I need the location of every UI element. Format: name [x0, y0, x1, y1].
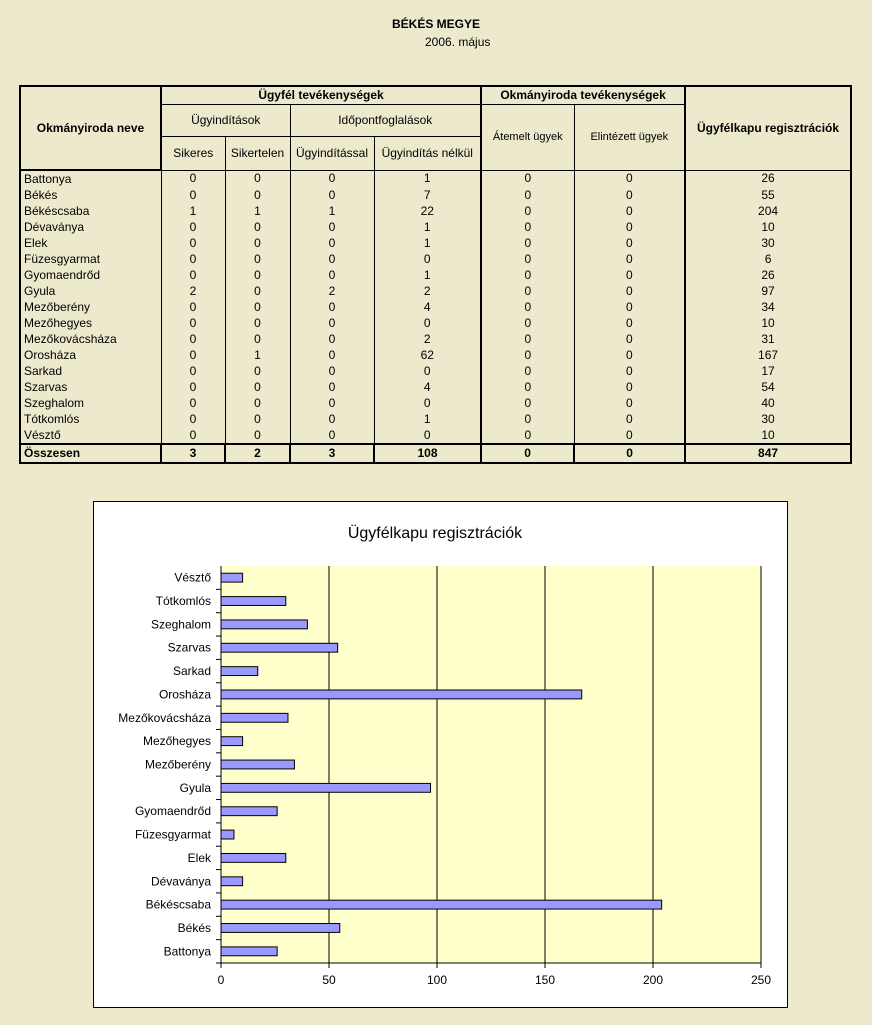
table-cell: 0: [225, 315, 290, 331]
table-row: [20, 283, 851, 299]
table-cell: 0: [290, 411, 374, 427]
table-cell: 0: [574, 203, 685, 219]
table-cell: 0: [225, 219, 290, 235]
table-cell: 0: [290, 170, 374, 187]
x-tick-label: 100: [426, 973, 448, 987]
table-cell: 26: [685, 170, 851, 187]
bar: [221, 853, 286, 862]
x-tick-label: 50: [322, 973, 336, 987]
table-cell: 0: [225, 363, 290, 379]
table-cell: 10: [685, 315, 851, 331]
header-atemelt: Átemelt ügyek: [481, 104, 574, 170]
table-cell: 0: [481, 427, 574, 444]
header-sikertelen: Sikertelen: [225, 136, 290, 170]
table-cell: 0: [574, 187, 685, 203]
table-cell: 0: [225, 411, 290, 427]
table-row: [20, 203, 851, 219]
y-tick-label: Gyomaendrőd: [134, 804, 211, 819]
table-cell: 97: [685, 283, 851, 299]
y-tick-label: Mezőberény: [144, 757, 211, 772]
page-subtitle: 2006. május: [425, 35, 491, 49]
table-cell: 54: [685, 379, 851, 395]
table-cell: 0: [161, 219, 225, 235]
office-name-cell: Battonya: [20, 170, 161, 187]
table-cell: 62: [374, 347, 481, 363]
bar: [221, 924, 340, 933]
office-name-cell: Mezőhegyes: [20, 315, 161, 331]
table-cell: 34: [685, 299, 851, 315]
table-cell: 0: [481, 347, 574, 363]
table-cell: 0: [290, 235, 374, 251]
office-name-cell: Orosháza: [20, 347, 161, 363]
table-cell: 1: [225, 347, 290, 363]
office-name-cell: Szarvas: [20, 379, 161, 395]
table-cell: 0: [574, 379, 685, 395]
y-tick-label: Szarvas: [167, 640, 211, 655]
table-cell: 0: [374, 427, 481, 444]
table-cell: 0: [225, 187, 290, 203]
table-cell: 0: [481, 170, 574, 187]
statistics-table: [19, 85, 852, 464]
bar: [221, 947, 277, 956]
table-cell: 55: [685, 187, 851, 203]
table-cell: 0: [481, 219, 574, 235]
table-cell: 0: [290, 219, 374, 235]
table-cell: 0: [290, 331, 374, 347]
table-cell: 1: [290, 203, 374, 219]
y-tick-label: Füzesgyarmat: [134, 827, 211, 842]
table-cell: 0: [481, 411, 574, 427]
table-cell: 22: [374, 203, 481, 219]
table-cell: 0: [481, 203, 574, 219]
table-cell: 0: [225, 235, 290, 251]
bar: [221, 760, 294, 769]
table-cell: 1: [374, 235, 481, 251]
table-cell: 6: [685, 251, 851, 267]
table-cell: 30: [685, 411, 851, 427]
table-row: [20, 347, 851, 363]
office-name-cell: Békés: [20, 187, 161, 203]
table-cell: 0: [574, 299, 685, 315]
y-tick-label: Battonya: [163, 944, 211, 959]
table-cell: 0: [574, 395, 685, 411]
table-cell: 0: [161, 251, 225, 267]
total-cell: 0: [574, 444, 685, 463]
table-cell: 0: [574, 427, 685, 444]
table-cell: 0: [161, 235, 225, 251]
table-cell: 0: [225, 331, 290, 347]
table-cell: 0: [225, 170, 290, 187]
table-cell: 26: [685, 267, 851, 283]
table-cell: 0: [574, 315, 685, 331]
table-cell: 0: [161, 315, 225, 331]
table-cell: 0: [374, 251, 481, 267]
table-cell: 0: [161, 347, 225, 363]
header-ugyinditas-nelkul: Ügyindítás nélkül: [374, 136, 481, 170]
table-cell: 0: [225, 299, 290, 315]
table-cell: 0: [225, 283, 290, 299]
table-cell: 1: [374, 170, 481, 187]
table-cell: 0: [161, 427, 225, 444]
table-cell: 0: [161, 395, 225, 411]
office-name-cell: Szeghalom: [20, 395, 161, 411]
table-cell: 0: [161, 187, 225, 203]
table-cell: 0: [161, 379, 225, 395]
office-name-cell: Elek: [20, 235, 161, 251]
office-name-cell: Gyomaendrőd: [20, 267, 161, 283]
table-cell: 2: [290, 283, 374, 299]
office-name-cell: Békéscsaba: [20, 203, 161, 219]
y-tick-label: Dévaványa: [150, 874, 211, 889]
office-name-cell: Tótkomlós: [20, 411, 161, 427]
bar: [221, 807, 277, 816]
office-name-cell: Gyula: [20, 283, 161, 299]
table-cell: 0: [574, 267, 685, 283]
table-cell: 31: [685, 331, 851, 347]
total-row: [20, 444, 851, 463]
table-cell: 4: [374, 299, 481, 315]
total-cell: 3: [161, 444, 225, 463]
table-cell: 0: [574, 347, 685, 363]
table-cell: 17: [685, 363, 851, 379]
y-tick-label: Szeghalom: [150, 617, 211, 632]
y-tick-label: Mezőkovácsháza: [118, 710, 211, 725]
y-tick-label: Elek: [187, 850, 211, 865]
x-tick-label: 200: [642, 973, 664, 987]
table-row: [20, 170, 851, 187]
total-cell: 847: [685, 444, 851, 463]
table-cell: 30: [685, 235, 851, 251]
table-cell: 0: [481, 363, 574, 379]
x-tick-label: 150: [534, 973, 556, 987]
table-cell: 2: [161, 283, 225, 299]
header-office-name: Okmányiroda neve: [20, 86, 161, 170]
table-cell: 0: [290, 395, 374, 411]
office-name-cell: Dévaványa: [20, 219, 161, 235]
table-cell: 0: [481, 267, 574, 283]
table-cell: 0: [374, 363, 481, 379]
table-cell: 0: [574, 170, 685, 187]
bar: [221, 620, 307, 629]
y-tick-label: Sarkad: [172, 664, 211, 679]
bar: [221, 783, 431, 792]
office-name-cell: Vésztő: [20, 427, 161, 444]
table-row: [20, 219, 851, 235]
table-cell: 0: [481, 235, 574, 251]
table-cell: 0: [290, 363, 374, 379]
table-cell: 0: [290, 315, 374, 331]
table-row: [20, 187, 851, 203]
table-cell: 1: [374, 411, 481, 427]
chart-canvas: [94, 502, 787, 1007]
table-cell: 0: [161, 267, 225, 283]
table-row: [20, 299, 851, 315]
chart-title: Ügyfélkapu regisztrációk: [347, 525, 523, 542]
table-cell: 167: [685, 347, 851, 363]
y-tick-label: Orosháza: [158, 687, 211, 702]
bar: [221, 877, 243, 886]
table-cell: 0: [225, 395, 290, 411]
table-cell: 0: [481, 299, 574, 315]
table-cell: 40: [685, 395, 851, 411]
table-cell: 0: [574, 363, 685, 379]
bar: [221, 573, 243, 582]
y-tick-label: Gyula: [179, 780, 211, 795]
table-row: [20, 251, 851, 267]
table-cell: 0: [481, 395, 574, 411]
table-cell: 0: [374, 395, 481, 411]
bar-chart: [93, 501, 788, 1008]
table-row: [20, 315, 851, 331]
table-row: [20, 411, 851, 427]
table-row: [20, 267, 851, 283]
table-cell: 10: [685, 219, 851, 235]
header-ugyinditasok: Ügyindítások: [161, 104, 290, 136]
table-cell: 0: [161, 411, 225, 427]
table-row: [20, 427, 851, 444]
y-tick-label: Békéscsaba: [145, 897, 211, 912]
office-name-cell: Füzesgyarmat: [20, 251, 161, 267]
table-cell: 1: [374, 219, 481, 235]
table-cell: 2: [374, 283, 481, 299]
table-cell: 0: [574, 411, 685, 427]
table-cell: 0: [161, 170, 225, 187]
table-cell: 0: [574, 331, 685, 347]
page-title: BÉKÉS MEGYE: [391, 17, 481, 31]
table-row: [20, 395, 851, 411]
table-cell: 0: [574, 251, 685, 267]
table-cell: 1: [225, 203, 290, 219]
total-cell: 108: [374, 444, 481, 463]
table-cell: 1: [374, 267, 481, 283]
header-elintezett: Elintézett ügyek: [574, 104, 685, 170]
table-cell: 0: [290, 347, 374, 363]
header-office-activities: Okmányiroda tevékenységek: [481, 86, 685, 104]
table-cell: 0: [161, 363, 225, 379]
bar: [221, 737, 243, 746]
table-row: [20, 331, 851, 347]
table-cell: 7: [374, 187, 481, 203]
total-cell: 3: [290, 444, 374, 463]
table-cell: 0: [225, 267, 290, 283]
table-row: [20, 379, 851, 395]
header-client-activities: Ügyfél tevékenységek: [161, 86, 481, 104]
bar: [221, 667, 258, 676]
bar: [221, 690, 582, 699]
office-name-cell: Sarkad: [20, 363, 161, 379]
table-cell: 0: [290, 267, 374, 283]
x-tick-label: 0: [217, 973, 225, 987]
header-idopontfoglalasok: Időpontfoglalások: [290, 104, 481, 136]
table-cell: 204: [685, 203, 851, 219]
bar: [221, 830, 234, 839]
header-client-gate: Ügyfélkapu regisztrációk: [685, 86, 851, 170]
y-tick-label: Tótkomlós: [155, 594, 211, 609]
office-name-cell: Mezőberény: [20, 299, 161, 315]
table-cell: 0: [481, 331, 574, 347]
table-cell: 0: [481, 379, 574, 395]
table-cell: 0: [481, 283, 574, 299]
table-cell: 0: [225, 251, 290, 267]
table-cell: 1: [161, 203, 225, 219]
table-cell: 10: [685, 427, 851, 444]
bar: [221, 900, 662, 909]
table-cell: 0: [374, 315, 481, 331]
total-cell: 0: [481, 444, 574, 463]
office-name-cell: Mezőkovácsháza: [20, 331, 161, 347]
table-cell: 0: [290, 251, 374, 267]
table-cell: 0: [290, 427, 374, 444]
table-cell: 2: [374, 331, 481, 347]
total-label: Összesen: [20, 444, 161, 463]
table-cell: 0: [574, 283, 685, 299]
total-cell: 2: [225, 444, 290, 463]
y-tick-label: Vésztő: [174, 570, 211, 585]
header-ugyinditassal: Ügyindítással: [290, 136, 374, 170]
table-cell: 0: [574, 235, 685, 251]
table-cell: 0: [225, 427, 290, 444]
table-row: [20, 363, 851, 379]
table-cell: 0: [225, 379, 290, 395]
table-cell: 0: [574, 219, 685, 235]
y-tick-label: Békés: [177, 920, 211, 935]
x-tick-label: 250: [750, 973, 772, 987]
table-row: [20, 235, 851, 251]
table-cell: 0: [161, 299, 225, 315]
bar: [221, 597, 286, 606]
table-cell: 4: [374, 379, 481, 395]
table-cell: 0: [481, 187, 574, 203]
y-tick-label: Mezőhegyes: [142, 734, 211, 749]
table-cell: 0: [481, 315, 574, 331]
table-cell: 0: [481, 251, 574, 267]
table-cell: 0: [290, 299, 374, 315]
bar: [221, 713, 288, 722]
table-cell: 0: [290, 379, 374, 395]
table-cell: 0: [161, 331, 225, 347]
table-cell: 0: [290, 187, 374, 203]
header-sikeres: Sikeres: [161, 136, 225, 170]
bar: [221, 643, 338, 652]
